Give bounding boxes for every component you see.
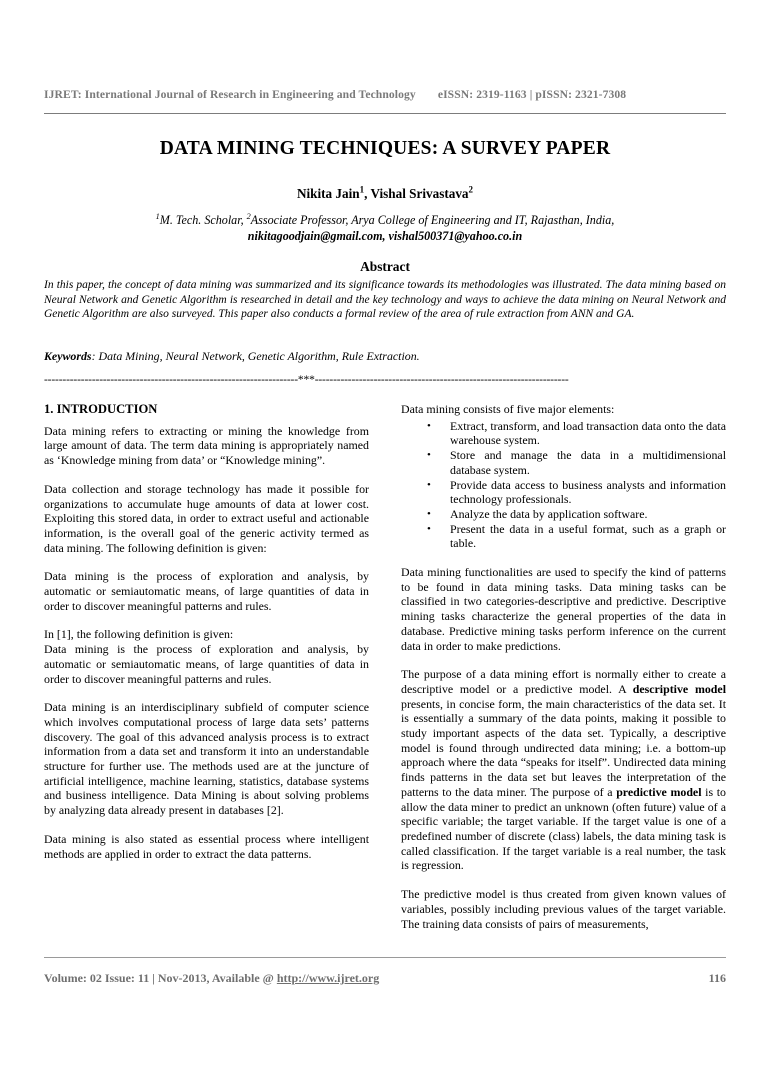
left-paragraph-5: Data mining is the process of exploration and analysis, by automatic or semiautomatic means, of large quantities of data in order to discover meaningful patterns and rules. bbox=[44, 642, 369, 686]
list-item bbox=[401, 522, 726, 551]
header-divider-rule bbox=[44, 113, 726, 114]
purpose-text-part-1: The purpose of a data mining effort is normally either to create a descriptive model or a predictive model. A bbox=[401, 667, 726, 696]
keywords-value: Data Mining, Neural Network, Genetic Algorithm, Rule Extraction. bbox=[98, 349, 420, 363]
journal-url-link[interactable]: http://www.ijret.org bbox=[276, 971, 380, 985]
keywords-separator: : bbox=[91, 349, 99, 363]
right-column bbox=[401, 402, 726, 945]
term-descriptive-model: descriptive model bbox=[632, 681, 726, 696]
list-item bbox=[401, 507, 726, 522]
section-heading-introduction: 1. INTRODUCTION bbox=[44, 402, 158, 416]
list-item-label: Analyze the data by application software. bbox=[450, 506, 648, 521]
list-item bbox=[401, 419, 726, 448]
right-paragraph-predictive: The predictive model is thus created from given known values of variables, possibly including previous values of the target variable. The training data consists of pairs of measurements, bbox=[401, 887, 726, 931]
five-elements-list bbox=[401, 419, 726, 551]
term-predictive-model: predictive model bbox=[616, 784, 702, 799]
section-star-divider: ---------------------------------------------------------------------***--------------------------------------------------------------------- bbox=[44, 374, 569, 386]
abstract-body: In this paper, the concept of data mining was summarized and its significance towards its methodologies was illustrated. The data mining based on Neural Network and Genetic Algorithm is researched in detail and the key technology and ways to achieve the data mining on Neural Network and Genetic Algorithm are also surveyed. This paper also conducts a formal review of the area of rule extraction from ANN and GA. bbox=[44, 279, 726, 321]
list-item bbox=[401, 448, 726, 477]
journal-name: IJRET: International Journal of Research in Engineering and Technology bbox=[44, 88, 416, 101]
page-title: DATA MINING TECHNIQUES: A SURVEY PAPER bbox=[159, 138, 611, 159]
author-emails: nikitagoodjain@gmail.com, vishal500371@yahoo.co.in bbox=[247, 229, 523, 243]
author-separator: , bbox=[364, 186, 371, 201]
left-paragraph-7: Data mining is also stated as essential process where intelligent methods are applied in order to extract the data patterns. bbox=[44, 831, 369, 861]
affiliation-part-2: Associate Professor, Arya College of Engineering and IT, Rajasthan, India, bbox=[250, 213, 615, 227]
author-1-superscript: 1 bbox=[359, 184, 365, 195]
abstract-heading: Abstract bbox=[360, 259, 410, 274]
left-paragraph-1: Data mining refers to extracting or mining the knowledge from large amount of data. The term data mining is appropriately named as ‘Knowledge mining from data’ or “Knowledge mining”. bbox=[44, 423, 369, 468]
author-list bbox=[44, 186, 726, 202]
author-2-superscript: 2 bbox=[468, 184, 474, 195]
affiliation-part-1: M. Tech. Scholar, bbox=[159, 213, 247, 227]
page-number: 116 bbox=[708, 971, 726, 985]
keywords-line bbox=[44, 349, 726, 364]
left-paragraph-2: Data collection and storage technology has made it possible for organizations to accumulate huge amounts of data at lower cost. Exploiting this stored data, in order to extract useful and actionable information, is the overall goal of the generic activity termed as data mining. The following definition is given: bbox=[44, 481, 369, 555]
list-item-label: Provide data access to business analysts and information technology professionals. bbox=[450, 477, 726, 507]
issn-line: eISSN: 2319-1163 | pISSN: 2321-7308 bbox=[437, 88, 627, 101]
list-item-label: Extract, transform, and load transaction data onto the data warehouse system. bbox=[450, 418, 726, 448]
bullet-icon: • bbox=[427, 419, 431, 432]
author-name-1: Nikita Jain bbox=[296, 186, 360, 201]
list-item-label: Present the data in a useful format, such as a graph or table. bbox=[450, 521, 726, 551]
list-item-label: Store and manage the data in a multidimensional database system. bbox=[450, 448, 726, 477]
footer-volume-text: Volume: 02 Issue: 11 | Nov-2013, Available @ bbox=[44, 971, 277, 985]
right-paragraph-purpose bbox=[401, 667, 726, 873]
list-item bbox=[401, 478, 726, 507]
right-intro-line: Data mining consists of five major elements: bbox=[401, 402, 615, 416]
author-name-2: Vishal Srivastava bbox=[370, 186, 469, 201]
page-footer bbox=[44, 971, 726, 986]
left-paragraph-3: Data mining is the process of exploration and analysis, by automatic or semiautomatic means, of large quantities of data in order to discover meaningful patterns and rules. bbox=[44, 569, 369, 613]
bullet-icon: • bbox=[427, 522, 431, 535]
right-paragraph-functionalities: Data mining functionalities are used to specify the kind of patterns to be found in data mining tasks. Data mining tasks can be classified in two categories-descriptive and predictive. Descriptive mining tasks characterize the general properties of the data in database. Predictive mining tasks perform inference on the current data in order to make predictions. bbox=[401, 565, 726, 653]
keywords-label: Keywords bbox=[44, 349, 92, 363]
footer-volume-info bbox=[44, 971, 379, 986]
purpose-text-part-2: presents, in concise form, the main characteristics of the data set. It is essentially a summary of the data points, making it possible to study important aspects of the data set. Typically, a descriptive model is found through undirected data mining; i.e. a bottom-up approach where the data “speaks for itself”. Undirected data mining finds patterns in the data set but leaves the interpretation of the patterns to the data miner. The purpose of a bbox=[401, 696, 726, 799]
bullet-icon: • bbox=[427, 507, 431, 520]
bullet-icon: • bbox=[427, 478, 431, 491]
purpose-text-part-3: is to allow the data miner to predict an unknown (often future) value of a specific variable; the target variable. If the target value is one of a predefined number of discrete (class) labels, the data mining task is called classification. If the target variable is a real number, the task is regression. bbox=[401, 784, 726, 873]
footer-divider-rule bbox=[44, 957, 726, 958]
affiliation-2-superscript: 2 bbox=[246, 211, 251, 221]
left-paragraph-4: In [1], the following definition is given: bbox=[44, 627, 234, 642]
left-column bbox=[44, 402, 369, 875]
affiliation-line bbox=[44, 212, 726, 229]
affiliation-1-superscript: 1 bbox=[155, 211, 160, 221]
running-header bbox=[44, 88, 726, 101]
left-paragraph-6: Data mining is an interdisciplinary subfield of computer science which involves computational process of large data sets’ patterns discovery. The goal of this advanced analysis process is to extract information from a data set and transform it into an understandable structure for further use. The methods used are at the juncture of artificial intelligence, machine learning, statistics, database systems and business intelligence. Data Mining is about solving problems by analyzing data already present in databases [2]. bbox=[44, 700, 369, 818]
bullet-icon: • bbox=[427, 449, 431, 462]
